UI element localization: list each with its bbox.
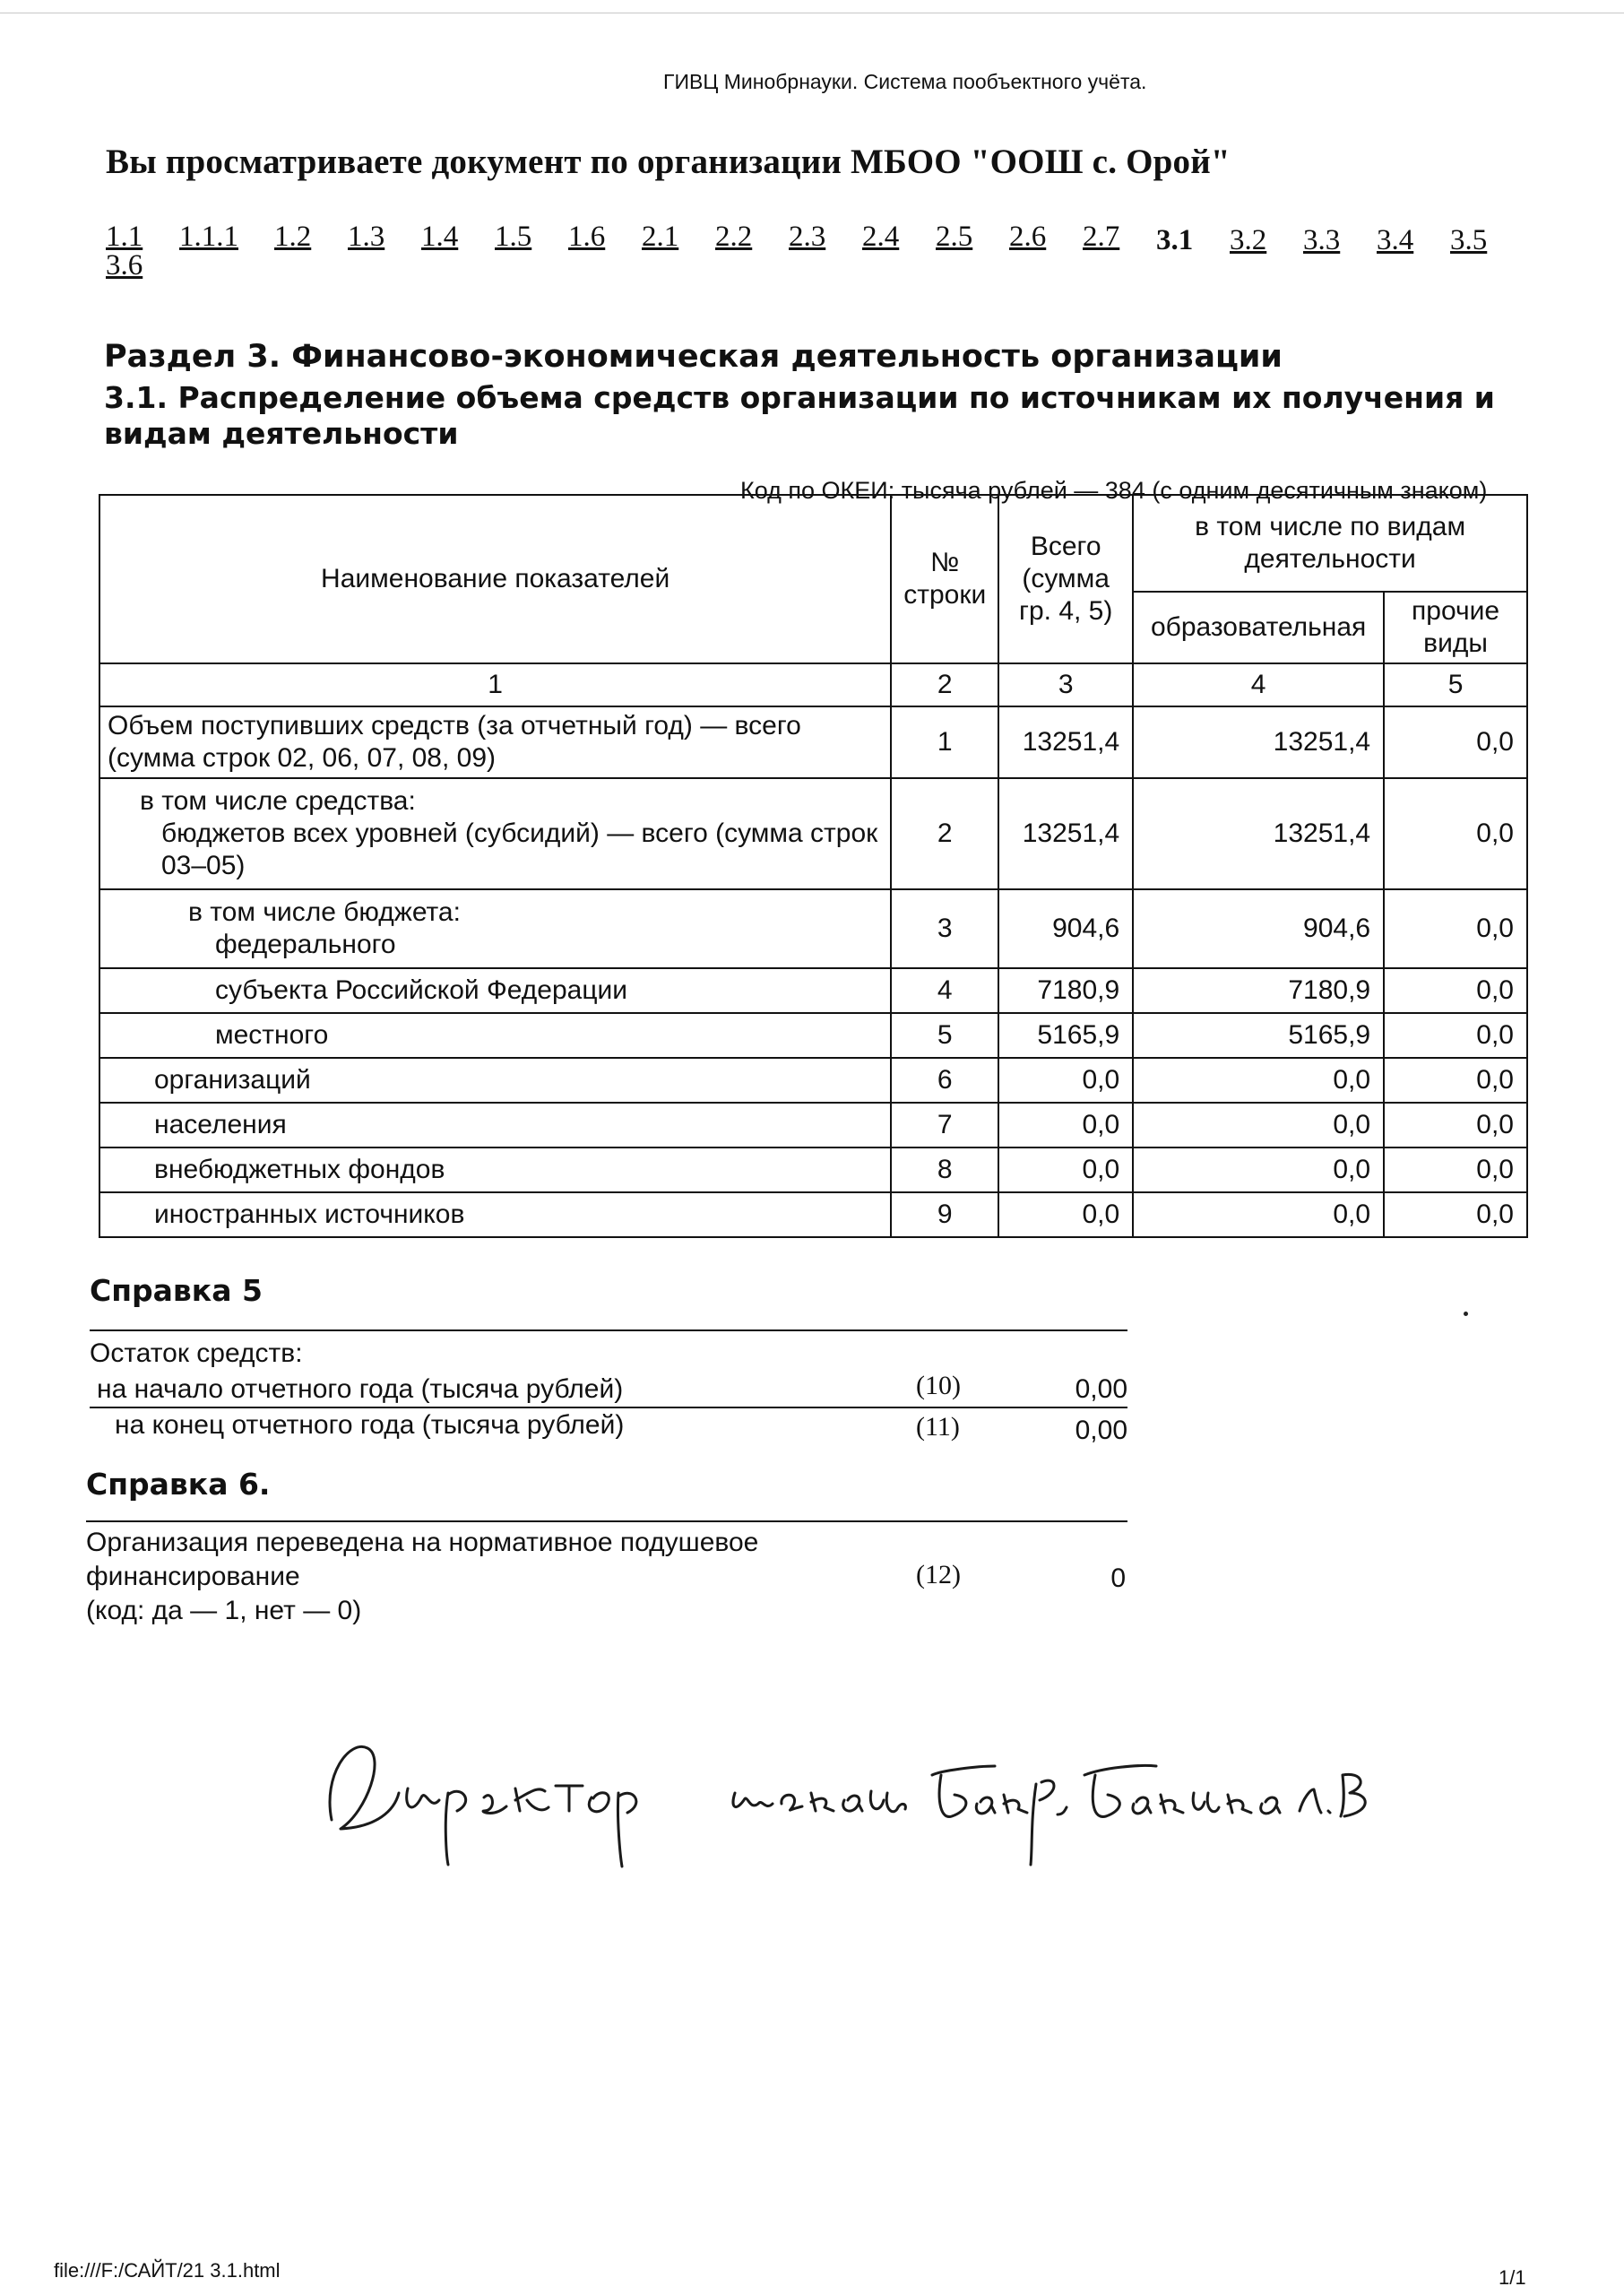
row-other: 0,0	[1384, 1148, 1527, 1192]
nav-link-1-4[interactable]: 1.4	[421, 221, 459, 253]
row-label-intro: в том числе бюджета:	[188, 897, 461, 927]
row-label-intro: в том числе средства:	[140, 786, 416, 816]
table-row	[99, 1013, 1527, 1058]
spravka6-line: финансирование	[86, 1562, 300, 1591]
header-note: ГИВЦ Минобрнауки. Система пообъектного учёта.	[663, 70, 1147, 93]
row-label: населения	[154, 1110, 287, 1139]
row-total: 13251,4	[998, 778, 1133, 889]
okei-note: Код по ОКЕИ: тысяча рублей — 384 (с одним десятичным знаком)	[740, 477, 1488, 504]
nav-link-3-3[interactable]: 3.3	[1303, 224, 1341, 256]
col-number: 2	[891, 663, 998, 706]
row-no: 8	[891, 1148, 998, 1192]
row-label: иностранных источников	[154, 1199, 465, 1229]
row-label: местного	[215, 1020, 329, 1050]
col-number: 5	[1384, 663, 1527, 706]
nav-link-1-1[interactable]: 1.1	[106, 221, 143, 253]
row-no: 6	[891, 1058, 998, 1103]
spravka5-block	[90, 1329, 1127, 1466]
row-total: 0,0	[998, 1058, 1133, 1103]
nav-link-2-1[interactable]: 2.1	[642, 221, 679, 253]
header-by-type: в том числе по видам деятельности	[1133, 495, 1527, 592]
spravka5-row-label: на начало отчетного года (тысяча рублей)	[97, 1374, 624, 1404]
row-label: Объем поступивших средств (за отчетный год) — всего (сумма строк 02, 06, 07, 08, 09)	[99, 706, 891, 778]
row-total: 13251,4	[998, 706, 1133, 778]
spravka6-line: (код: да — 1, нет — 0)	[86, 1596, 362, 1625]
spravka5-divider	[90, 1407, 1127, 1408]
footer-file-path: file:///F:/САЙТ/21 3.1.html	[54, 2259, 281, 2282]
row-other: 0,0	[1384, 889, 1527, 968]
row-label-main: бюджетов всех уровней (субсидий) — всего (сумма строк 03–05)	[161, 818, 878, 880]
row-edu: 0,0	[1133, 1148, 1384, 1192]
row-total: 0,0	[998, 1103, 1133, 1148]
col-number: 3	[998, 663, 1133, 706]
spravka5-intro: Остаток средств:	[90, 1338, 303, 1368]
row-other: 0,0	[1384, 968, 1527, 1013]
spravka6-block	[86, 1520, 1127, 1630]
header-name: Наименование показателей	[99, 495, 891, 663]
subsection-title: 3.1. Распределение объема средств организации по источникам их получения и видам деятельности	[104, 380, 1495, 451]
row-total: 0,0	[998, 1192, 1133, 1237]
row-edu: 904,6	[1133, 889, 1384, 968]
row-no: 7	[891, 1103, 998, 1148]
spravka6-code: (12)	[916, 1560, 961, 1589]
handwritten-signature	[314, 1721, 1479, 1874]
header-other: прочие виды	[1384, 592, 1527, 663]
row-edu: 0,0	[1133, 1103, 1384, 1148]
spravka5-row-value: 0,00	[1075, 1416, 1127, 1445]
table-row	[99, 889, 1527, 968]
nav-link-3-4[interactable]: 3.4	[1377, 224, 1414, 256]
nav-link-1-2[interactable]: 1.2	[274, 221, 312, 253]
row-total: 7180,9	[998, 968, 1133, 1013]
scan-speck	[1464, 1312, 1468, 1316]
nav-link-2-6[interactable]: 2.6	[1009, 221, 1047, 253]
document-title: Вы просматриваете документ по организации МБОО "ООШ с. Орой"	[106, 143, 1231, 181]
row-no: 4	[891, 968, 998, 1013]
row-label	[99, 889, 891, 968]
spravka5-row-label: на конец отчетного года (тысяча рублей)	[115, 1410, 625, 1440]
spravka5-title: Справка 5	[90, 1273, 263, 1308]
row-edu: 13251,4	[1133, 778, 1384, 889]
row-other: 0,0	[1384, 706, 1527, 778]
row-total: 5165,9	[998, 1013, 1133, 1058]
row-edu: 5165,9	[1133, 1013, 1384, 1058]
spravka5-row-value: 0,00	[1075, 1374, 1127, 1404]
nav-link-3-6[interactable]: 3.6	[106, 249, 143, 281]
table-row	[99, 1148, 1527, 1192]
row-label	[99, 778, 891, 889]
row-other: 0,0	[1384, 1013, 1527, 1058]
nav-link-2-4[interactable]: 2.4	[862, 221, 900, 253]
section-nav	[106, 221, 1540, 289]
row-no: 9	[891, 1192, 998, 1237]
funds-table	[99, 494, 1528, 1238]
spravka5-row-code: (10)	[916, 1371, 961, 1400]
col-number: 1	[99, 663, 891, 706]
row-label-main: федерального	[215, 930, 396, 959]
table-row	[99, 968, 1527, 1013]
row-label: внебюджетных фондов	[154, 1155, 445, 1184]
spravka6-value: 0	[1110, 1563, 1126, 1593]
row-other: 0,0	[1384, 1192, 1527, 1237]
nav-link-2-2[interactable]: 2.2	[715, 221, 753, 253]
nav-link-2-3[interactable]: 2.3	[789, 221, 826, 253]
row-no: 3	[891, 889, 998, 968]
table-row	[99, 706, 1527, 778]
row-total: 0,0	[998, 1148, 1133, 1192]
row-total: 904,6	[998, 889, 1133, 968]
nav-link-1-5[interactable]: 1.5	[495, 221, 532, 253]
row-other: 0,0	[1384, 778, 1527, 889]
row-label: субъекта Российской Федерации	[215, 975, 628, 1005]
nav-link-1-1-1[interactable]: 1.1.1	[179, 221, 238, 253]
nav-link-1-6[interactable]: 1.6	[568, 221, 606, 253]
spravka6-line: Организация переведена на нормативное подушевое	[86, 1528, 759, 1557]
footer-page-number: 1/1	[1499, 2266, 1526, 2289]
row-edu: 0,0	[1133, 1058, 1384, 1103]
nav-link-3-5[interactable]: 3.5	[1450, 224, 1488, 256]
spravka6-title: Справка 6.	[86, 1467, 271, 1502]
section-title: Раздел 3. Финансово-экономическая деятельность организации	[104, 339, 1283, 375]
spravka5-row-code: (11)	[916, 1412, 960, 1442]
nav-link-3-1: 3.1	[1156, 224, 1194, 256]
row-edu: 0,0	[1133, 1192, 1384, 1237]
table-row	[99, 1058, 1527, 1103]
row-edu: 13251,4	[1133, 706, 1384, 778]
row-label: организаций	[154, 1065, 311, 1095]
header-total: Всего (сумма гр. 4, 5)	[998, 495, 1133, 663]
nav-link-2-5[interactable]: 2.5	[936, 221, 973, 253]
col-number: 4	[1133, 663, 1384, 706]
row-no: 5	[891, 1013, 998, 1058]
table-row	[99, 1103, 1527, 1148]
row-no: 2	[891, 778, 998, 889]
nav-link-3-2[interactable]: 3.2	[1230, 224, 1267, 256]
row-other: 0,0	[1384, 1058, 1527, 1103]
row-other: 0,0	[1384, 1103, 1527, 1148]
nav-link-1-3[interactable]: 1.3	[348, 221, 385, 253]
row-edu: 7180,9	[1133, 968, 1384, 1013]
header-row-no: № строки	[891, 495, 998, 663]
nav-link-2-7[interactable]: 2.7	[1083, 221, 1120, 253]
table-row	[99, 778, 1527, 889]
table-row	[99, 1192, 1527, 1237]
header-edu: образовательная	[1133, 592, 1384, 663]
row-no: 1	[891, 706, 998, 778]
